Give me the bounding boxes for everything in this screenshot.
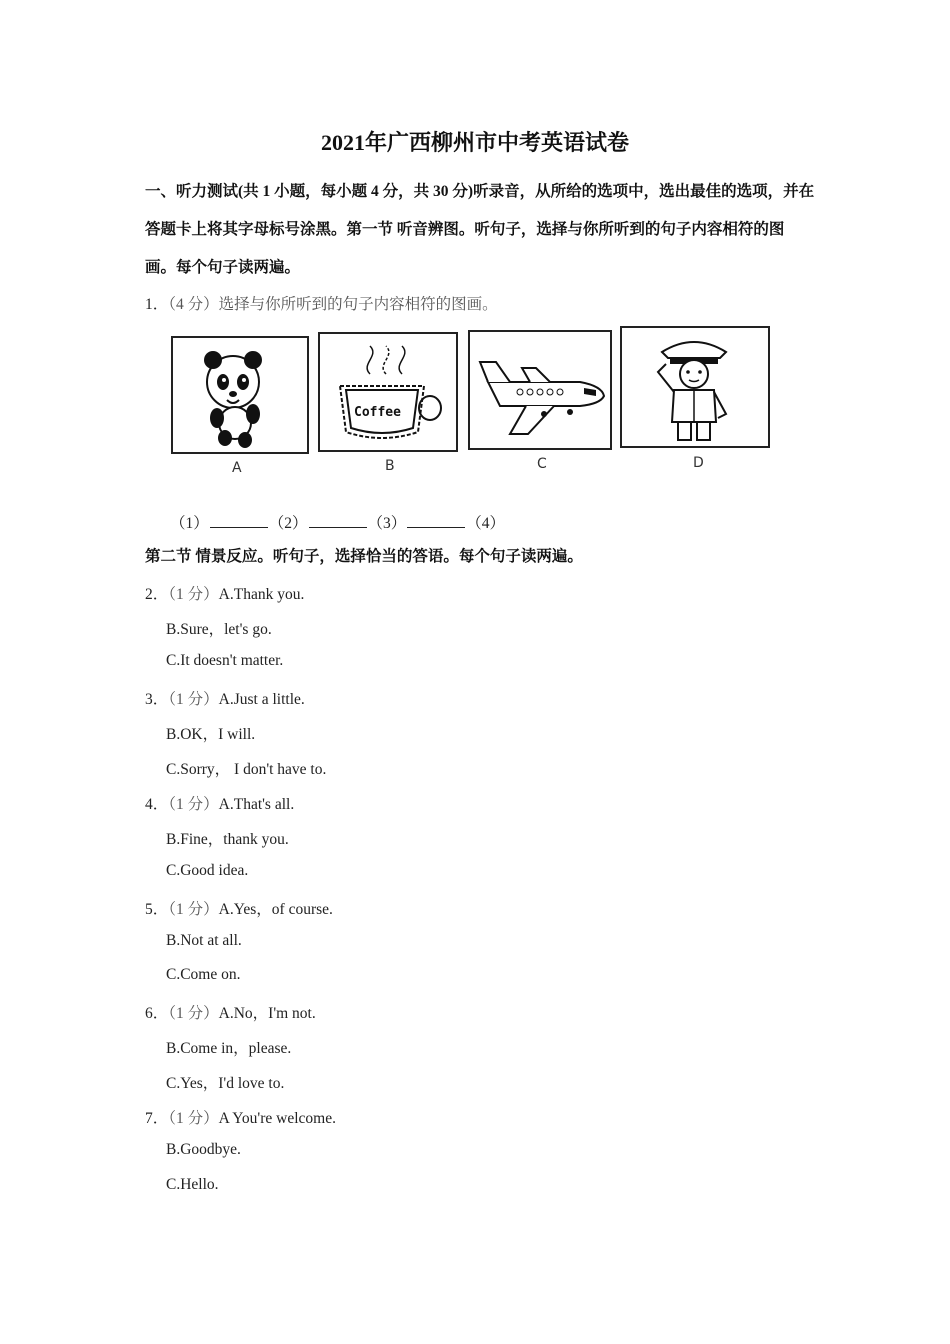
option-a: A.Yes，of course. xyxy=(218,901,333,918)
picture-options xyxy=(164,322,774,482)
question-6-option-c: C.Yes，I'd love to. xyxy=(166,1075,285,1092)
picture-d xyxy=(620,326,770,448)
option-a: A.That's all. xyxy=(218,796,295,813)
blank-label-1: （1） xyxy=(170,515,209,532)
question-4-option-c: C.Good idea. xyxy=(166,862,249,879)
picture-label-c: C xyxy=(537,456,547,472)
picture-label-b: B xyxy=(385,458,395,474)
question-3-option-b: B.OK，I will. xyxy=(166,726,256,743)
option-a: A.No，I'm not. xyxy=(218,1005,316,1022)
option-a: A.Thank you. xyxy=(218,586,305,603)
question-2-option-c: C.It doesn't matter. xyxy=(166,652,284,669)
question-2-option-b: B.Sure，let's go. xyxy=(166,621,272,638)
question-score: （1 分） xyxy=(168,1110,219,1127)
question-text: 选择与你所听到的句子内容相符的图画。 xyxy=(218,296,498,313)
option-a: A.Just a little. xyxy=(218,691,305,708)
question-4-option-b: B.Fine，thank you. xyxy=(166,831,289,848)
airplane-icon xyxy=(470,332,610,448)
question-number: 5． xyxy=(145,901,169,918)
picture-label-d: D xyxy=(693,455,704,471)
question-1-stem xyxy=(145,292,498,314)
question-7-option-a xyxy=(145,1106,336,1128)
question-5-option-b: B.Not at all. xyxy=(166,932,242,949)
question-score: （1 分） xyxy=(168,691,219,708)
blank-label-4: （4） xyxy=(466,515,506,532)
question-4-option-a xyxy=(145,792,294,814)
section-1-heading: 一、听力测试(共 1 小题，每小题 4 分，共 30 分)听录音，从所给的选项中，选出最佳的选项，并在答题卡上将其字母标号涂黑。第一节 听音辨图。听句子，选择与你所听到的句子内容相符的图画。每个句子读两遍。 xyxy=(145,183,815,276)
answer-blanks xyxy=(170,511,505,533)
question-score: （1 分） xyxy=(168,901,219,918)
section-2-heading: 第二节 情景反应。听句子，选择恰当的答语。每个句子读两遍。 xyxy=(145,548,583,565)
question-5-option-c: C.Come on. xyxy=(166,966,241,983)
coffee-label: Coffee xyxy=(354,405,401,420)
blank-label-3: （3） xyxy=(367,515,407,532)
question-number: 6． xyxy=(145,1005,169,1022)
panda-icon xyxy=(173,338,307,452)
answer-blank-3[interactable] xyxy=(407,513,465,528)
question-number: 3． xyxy=(145,691,169,708)
question-2-option-a xyxy=(145,582,304,604)
question-number: 1． xyxy=(145,296,169,313)
question-6-option-b: B.Come in，please. xyxy=(166,1040,292,1057)
question-7-option-c: C.Hello. xyxy=(166,1176,219,1193)
page-title: 2021年广西柳州市中考英语试卷 xyxy=(320,130,629,155)
blank-label-2: （2） xyxy=(268,515,308,532)
question-number: 7． xyxy=(145,1110,169,1127)
question-score: （1 分） xyxy=(168,586,219,603)
question-number: 2． xyxy=(145,586,169,603)
question-number: 4． xyxy=(145,796,169,813)
question-3-option-c: C.Sorry， I don't have to. xyxy=(166,761,327,778)
police-officer-icon xyxy=(622,328,768,446)
question-3-option-a xyxy=(145,687,305,709)
picture-a xyxy=(171,336,309,454)
question-score: （1 分） xyxy=(168,796,219,813)
answer-blank-1[interactable] xyxy=(210,513,268,528)
answer-blank-2[interactable] xyxy=(309,513,367,528)
picture-label-a: A xyxy=(232,460,242,476)
option-a: A You're welcome. xyxy=(218,1110,336,1127)
picture-b xyxy=(318,332,458,452)
question-5-option-a xyxy=(145,897,333,919)
coffee-cup-icon xyxy=(320,334,456,450)
question-6-option-a xyxy=(145,1001,316,1023)
picture-c xyxy=(468,330,612,450)
question-7-option-b: B.Goodbye. xyxy=(166,1141,241,1158)
question-score: （4 分） xyxy=(168,296,219,313)
question-score: （1 分） xyxy=(168,1005,219,1022)
